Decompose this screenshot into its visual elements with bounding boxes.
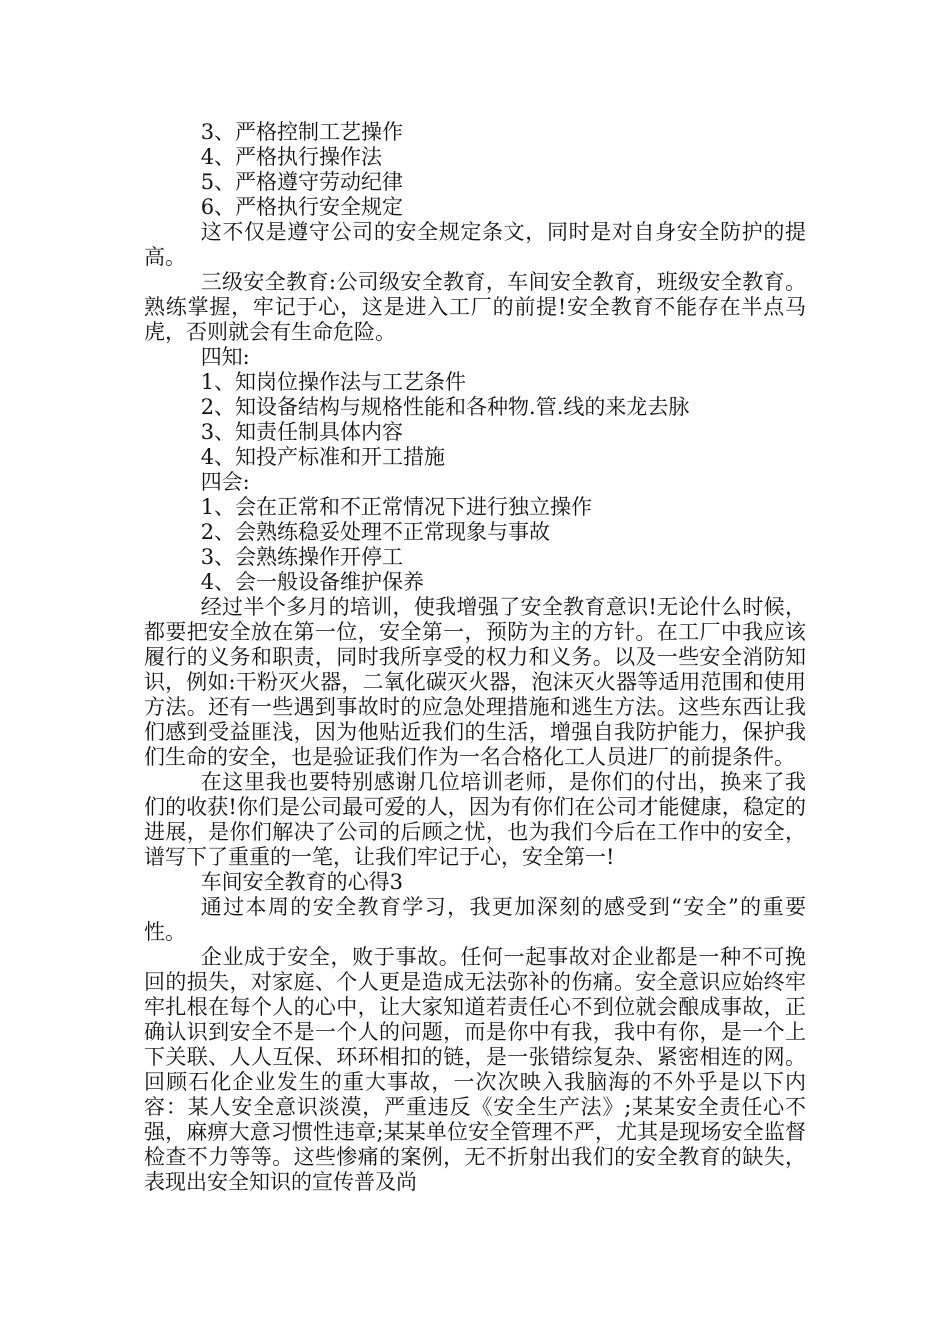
section-title-reflection-3: 车间安全教育的心得3 xyxy=(200,870,404,894)
list-item-know-2: 2、知设备结构与规格性能和各种物.管.线的来龙去脉 xyxy=(200,395,690,419)
section-heading-four-know: 四知: xyxy=(200,345,250,369)
paragraph-three-level-education: 三级安全教育:公司级安全教育，车间安全教育，班级安全教育。熟练掌握，牢记于心，这是进入工厂的前提!安全教育不能存在半点马虎，否则就会有生命危险。 xyxy=(144,270,806,344)
list-item-know-4: 4、知投产标准和开工措施 xyxy=(200,445,446,469)
list-item-operating-method: 4、严格执行操作法 xyxy=(200,145,383,169)
list-item-control-process: 3、严格控制工艺操作 xyxy=(200,120,404,144)
document-body xyxy=(144,120,806,1195)
list-item-can-4: 4、会一般设备维护保养 xyxy=(200,570,425,594)
list-item-know-3: 3、知责任制具体内容 xyxy=(200,420,404,444)
list-item-can-3: 3、会熟练操作开停工 xyxy=(200,545,404,569)
paragraph-training-summary: 经过半个多月的培训，使我增强了安全教育意识!无论什么时候，都要把安全放在第一位，安全第一，预防为主的方针。在工厂中我应该履行的义务和职责，同时我所享受的权力和义务。以及一些安全消防知识，例如:干粉灭火器，二氧化碳灭火器，泡沫灭火器等适用范围和使用方法。还有一些遇到事故时的应急处理措施和逃生方法。这些东西让我们感到受益匪浅，因为他贴近我们的生活，增强自我防护能力，保护我们生命的安全，也是验证我们作为一名合格化工人员进厂的前提条件。 xyxy=(144,595,806,769)
paragraph-thanks-teachers: 在这里我也要特别感谢几位培训老师，是你们的付出，换来了我们的收获!你们是公司最可爱的人，因为有你们在公司才能健康，稳定的进展，是你们解决了公司的后顾之忧，也为我们今后在工作中的安全，谱写下了重重的一笔，让我们牢记于心，安全第一! xyxy=(144,770,806,869)
section-heading-four-can: 四会: xyxy=(200,470,250,494)
paragraph-self-protection: 这不仅是遵守公司的安全规定条文，同时是对自身安全防护的提高。 xyxy=(144,220,806,269)
list-item-labor-discipline: 5、严格遵守劳动纪律 xyxy=(200,170,404,194)
list-item-can-2: 2、会熟练稳妥处理不正常现象与事故 xyxy=(200,520,551,544)
paragraph-enterprise-safety: 企业成于安全，败于事故。任何一起事故对企业都是一种不可挽回的损失，对家庭、个人更是造成无法弥补的伤痛。安全意识应始终牢牢扎根在每个人的心中，让大家知道若责任心不到位就会酿成事故，正确认识到安全不是一个人的问题，而是你中有我，我中有你，是一个上下关联、人人互保、环环相扣的链，是一张错综复杂、紧密相连的网。回顾石化企业发生的重大事故，一次次映入我脑海的不外乎是以下内容：某人安全意识淡漠，严重违反《安全生产法》;某某安全责任心不强，麻痹大意习惯性违章;某某单位安全管理不严，尤其是现场安全监督检查不力等等。这些惨痛的案例，无不折射出我们的安全教育的缺失，表现出安全知识的宣传普及尚 xyxy=(144,945,806,1194)
paragraph-importance-of-safety: 通过本周的安全教育学习，我更加深刻的感受到“安全”的重要性。 xyxy=(144,895,806,944)
list-item-know-1: 1、知岗位操作法与工艺条件 xyxy=(200,370,467,394)
list-item-safety-rules: 6、严格执行安全规定 xyxy=(200,195,404,219)
list-item-can-1: 1、会在正常和不正常情况下进行独立操作 xyxy=(200,495,593,519)
